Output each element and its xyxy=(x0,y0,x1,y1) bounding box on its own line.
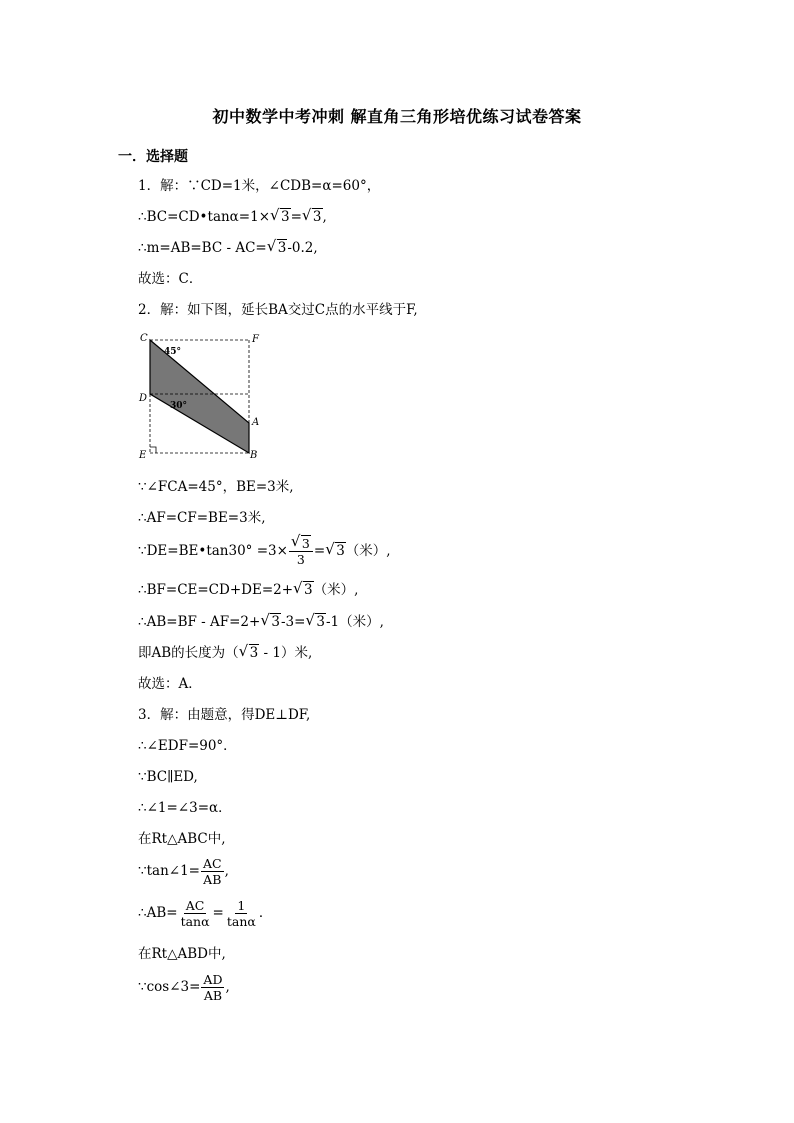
sqrt-sign: √ 3 xyxy=(271,207,291,227)
fraction: $\frac{AD}{AB}$ xyxy=(203,972,223,1003)
q3-line2: ∴∠EDF=90°． xyxy=(138,738,237,754)
q1-answer: 故选：C． xyxy=(138,271,203,287)
page-title: 初中数学中考冲刺 解直角三角形培优练习试卷答案 xyxy=(212,107,582,126)
q1-line3: ∴m=AB=BC - AC=√ 3-0.2, xyxy=(138,238,318,258)
q1-line2: ∴BC=CD•tanα=1×√ 3=√ 3, xyxy=(138,207,327,227)
sqrt-sign: √ 3 xyxy=(268,238,288,258)
right-angle-mark xyxy=(150,447,156,453)
angle-45: 45° xyxy=(164,347,182,357)
q2-line5: ∴BF=CE=CD+DE=2+√ 3（米）, xyxy=(138,580,358,600)
q3-line9: ∵cos∠3= $\frac{AD}{AB}$ , xyxy=(138,972,230,1003)
label-a: A xyxy=(252,417,260,428)
fraction: $\frac{1}{\tan\alpha}$ xyxy=(226,898,256,929)
label-e: E xyxy=(139,450,147,461)
q2-line3: ∴AF=CF=BE=3米, xyxy=(138,510,266,526)
q3-line5: 在Rt△ABC中, xyxy=(138,831,226,847)
q3-line8: 在Rt△ABD中, xyxy=(138,946,226,962)
fraction: $\frac{AC}{AB}$ xyxy=(202,856,222,887)
q3-line3: ∵BC∥ED, xyxy=(138,769,198,785)
label-f: F xyxy=(252,334,259,345)
section-heading: 一．选择题 xyxy=(118,149,188,165)
sqrt-sign: √ 3 xyxy=(240,643,260,663)
fraction: √ $\frac{3}{3}$ xyxy=(289,536,313,567)
sqrt-sign: √ 3 xyxy=(261,612,281,632)
q2-line1: 2．解：如下图，延长BA交过C点的水平线于F, xyxy=(138,302,418,318)
fraction: $\frac{AC}{\tan\alpha}$ xyxy=(180,898,210,929)
geometry-figure xyxy=(136,330,268,464)
q3-line7: ∴AB= $\frac{AC}{\tan\alpha}$ = $\frac{1}{\tan\alpha}$ ． xyxy=(138,898,273,929)
sqrt-sign: √ 3 xyxy=(303,207,323,227)
q2-line4: ∵DE=BE•tan30° =3× √ $\frac{3}{3}$ =√ 3（米）, xyxy=(138,536,391,567)
q3-line4: ∴∠1=∠3=α． xyxy=(138,800,232,816)
sqrt-sign: √ 3 xyxy=(294,580,314,600)
q2-line7: 即AB的长度为（√ 3 - 1）米, xyxy=(138,643,312,663)
q3-line6: ∵tan∠1= $\frac{AC}{AB}$ , xyxy=(138,856,229,887)
label-c: C xyxy=(140,333,148,344)
q3-line1: 3．解：由题意，得DE⊥DF, xyxy=(138,707,311,723)
q2-line2: ∵∠FCA=45°，BE=3米, xyxy=(138,479,294,495)
sqrt-sign: √ 3 xyxy=(326,541,346,561)
label-d: D xyxy=(139,393,148,404)
q2-answer: 故选：A． xyxy=(138,676,202,692)
angle-30: 30° xyxy=(170,401,188,411)
q2-line6: ∴AB=BF - AF=2+√ 3-3=√ 3-1（米）, xyxy=(138,612,384,632)
q1-line1: 1．解：∵CD=1米，∠CDB=α=60°， xyxy=(138,178,381,194)
label-b: B xyxy=(250,450,258,461)
sqrt-sign: √ 3 xyxy=(306,612,326,632)
